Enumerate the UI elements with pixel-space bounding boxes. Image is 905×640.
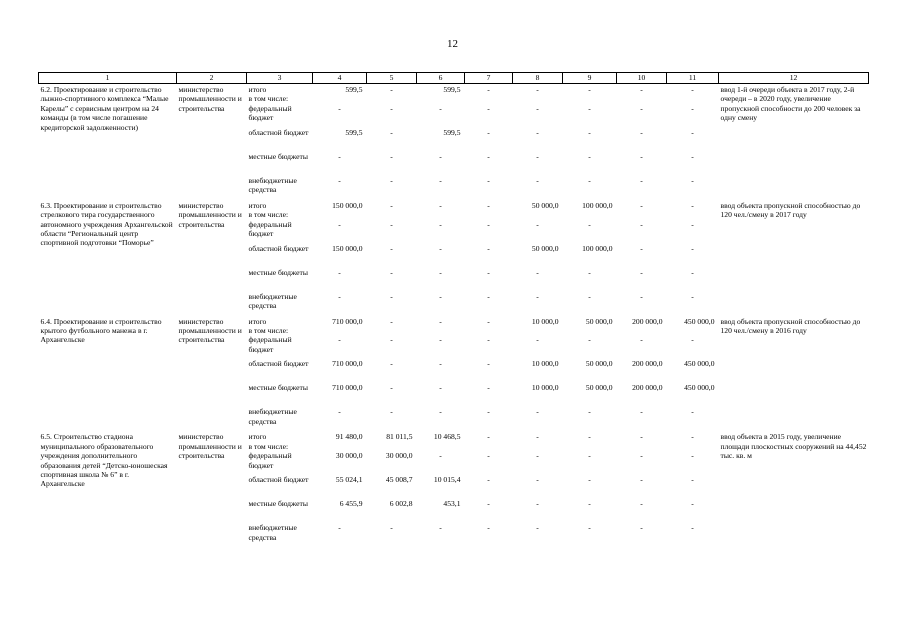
row-label-text: федеральный бюджет (248, 103, 292, 123)
row-label (247, 523, 313, 547)
program-table (38, 72, 869, 547)
row-label-text: внебюджетные средства (248, 523, 297, 542)
value-cell: 599,5 (443, 85, 461, 94)
value-cell: 710 000,0 (332, 316, 363, 326)
table-row (39, 200, 869, 220)
value-cell: 6 455,9 (339, 499, 363, 509)
value-cell: - (588, 291, 591, 301)
value-cell: - (640, 291, 643, 301)
value-cell: - (588, 127, 591, 137)
section-executor: министерство промышленности и строительства (178, 200, 242, 229)
value-cell: - (338, 219, 341, 229)
value-cell: - (536, 175, 539, 185)
value-cell: - (439, 243, 442, 253)
value-cell: - (390, 335, 393, 345)
header-cell: 2 (177, 73, 247, 84)
value-cell: - (536, 475, 539, 485)
value-cell: - (691, 499, 694, 509)
row-label (247, 292, 313, 316)
value-cell: - (439, 383, 442, 393)
value-cell: 30 000,0 (335, 451, 363, 461)
value-cell: - (691, 267, 694, 277)
row-label (247, 244, 313, 268)
value-cell: 50 000,0 (585, 316, 613, 326)
value-cell: - (487, 243, 490, 253)
value-cell: - (691, 432, 694, 442)
header-cell: 3 (247, 73, 313, 84)
row-label-text: областной бюджет (248, 243, 309, 253)
value-cell: - (338, 407, 341, 417)
value-cell: 10 468,5 (433, 432, 461, 442)
header-row (39, 73, 869, 84)
row-label-text: федеральный бюджет (248, 219, 292, 239)
value-cell: 55 024,1 (335, 475, 363, 485)
value-cell: - (390, 523, 393, 533)
value-cell: 100 000,0 (582, 243, 613, 253)
value-cell: - (487, 383, 490, 393)
value-cell: - (588, 267, 591, 277)
value-cell: - (691, 103, 694, 113)
row-label (247, 499, 313, 523)
value-cell: - (691, 151, 694, 161)
row-label-text: местные бюджеты (248, 267, 308, 277)
row-label-text: местные бюджеты (248, 151, 308, 161)
row-label (247, 359, 313, 383)
value-cell: - (487, 127, 490, 137)
value-cell: - (487, 523, 490, 533)
value-cell: 710 000,0 (332, 383, 363, 393)
value-cell: - (439, 523, 442, 533)
header-cell: 8 (513, 73, 563, 84)
section-name: 6.2. Проектирование и строительство лыжно-спортивного комплекса “Малые Карелы” с сервисным центром на 24 команды (в том числе погашение кредиторской задолженности) (40, 85, 169, 132)
value-cell: - (487, 200, 490, 210)
row-label-sub: в том числе: (248, 326, 289, 336)
value-cell: 81 011,5 (386, 432, 413, 442)
header-cell: 5 (367, 73, 417, 84)
value-cell: - (640, 85, 643, 94)
section-executor: министерство промышленности и строительства (178, 85, 242, 113)
value-cell: 50 000,0 (585, 383, 613, 393)
row-label (247, 383, 313, 407)
row-label-text: областной бюджет (248, 475, 309, 485)
value-cell: - (536, 499, 539, 509)
value-cell: 6 002,8 (389, 499, 413, 509)
value-cell: - (536, 335, 539, 345)
value-cell: - (487, 103, 490, 113)
value-cell: - (640, 219, 643, 229)
value-cell: - (588, 407, 591, 417)
value-cell: 50 000,0 (531, 200, 559, 210)
row-label-text: итого (248, 316, 267, 326)
row-label (247, 475, 313, 499)
value-cell: - (536, 291, 539, 301)
value-cell: 200 000,0 (632, 359, 663, 369)
value-cell: - (640, 103, 643, 113)
value-cell: - (487, 407, 490, 417)
value-cell: - (487, 151, 490, 161)
value-cell: - (390, 316, 393, 326)
value-cell: - (640, 499, 643, 509)
value-cell: - (338, 175, 341, 185)
value-cell: - (338, 523, 341, 533)
row-label-text: федеральный бюджет (248, 451, 292, 470)
value-cell: - (588, 523, 591, 533)
value-cell: - (390, 291, 393, 301)
header-cell: 6 (417, 73, 465, 84)
value-cell: - (640, 267, 643, 277)
value-cell: - (640, 151, 643, 161)
header-cell: 10 (617, 73, 667, 84)
section-result: ввод объекта пропускной способностью до 120 чел./смену в 2017 году (720, 200, 861, 220)
header-cell: 11 (667, 73, 719, 84)
value-cell: - (390, 103, 393, 113)
row-label (247, 128, 313, 152)
value-cell: 450 000,0 (684, 316, 715, 326)
row-label (247, 220, 313, 244)
value-cell: - (487, 175, 490, 185)
value-cell: - (439, 151, 442, 161)
row-label (247, 268, 313, 292)
value-cell: 450 000,0 (684, 383, 715, 393)
value-cell: - (390, 359, 393, 369)
header-cell: 1 (39, 73, 177, 84)
value-cell: - (390, 383, 393, 393)
value-cell: - (691, 200, 694, 210)
value-cell: - (390, 85, 393, 94)
value-cell: 200 000,0 (632, 316, 663, 326)
section-result: ввод объекта в 2015 году, увеличение площади плоскостных сооружений на 44,452 тыс. кв. м (720, 432, 867, 461)
row-label-sub: в том числе: (248, 210, 289, 220)
table-row (39, 84, 869, 104)
value-cell: - (536, 85, 539, 94)
value-cell: - (640, 127, 643, 137)
row-label-text: внебюджетные средства (248, 175, 297, 195)
header-cell: 9 (563, 73, 617, 84)
value-cell: - (338, 291, 341, 301)
value-cell: - (487, 432, 490, 442)
value-cell: - (439, 335, 442, 345)
row-label-text: федеральный бюджет (248, 335, 292, 354)
header-cell: 12 (719, 73, 869, 84)
value-cell: - (640, 475, 643, 485)
row-label-text: внебюджетные средства (248, 291, 297, 311)
value-cell: - (640, 175, 643, 185)
row-label (247, 200, 313, 220)
value-cell: 599,5 (345, 85, 363, 94)
value-cell: - (536, 407, 539, 417)
value-cell: 599,5 (443, 127, 461, 137)
value-cell: 453,1 (443, 499, 461, 509)
section-executor: министерство промышленности и строительства (178, 316, 242, 345)
value-cell: - (487, 291, 490, 301)
value-cell: - (487, 475, 490, 485)
value-cell: - (536, 451, 539, 461)
value-cell: - (691, 291, 694, 301)
value-cell: - (390, 151, 393, 161)
value-cell: - (588, 175, 591, 185)
value-cell: - (691, 243, 694, 253)
row-label-sub: в том числе: (248, 94, 289, 104)
value-cell: - (640, 335, 643, 345)
value-cell: - (390, 219, 393, 229)
row-label (247, 84, 313, 104)
value-cell: 30 000,0 (385, 451, 413, 461)
table-row (39, 431, 869, 451)
value-cell: - (390, 267, 393, 277)
section-result: ввод 1-й очереди объекта в 2017 году, 2-й очереди – в 2020 году, увеличение пропускной способности до 200 человек за одну смену (720, 85, 861, 123)
row-label-text: итого (248, 200, 267, 210)
value-cell: 450 000,0 (684, 359, 715, 369)
value-cell: 10 000,0 (531, 316, 559, 326)
value-cell: - (487, 499, 490, 509)
section-name: 6.4. Проектирование и строительство крытого футбольного манежа в г. Архангельске (40, 316, 162, 345)
value-cell: - (588, 335, 591, 345)
value-cell: - (439, 267, 442, 277)
row-label-text: местные бюджеты (248, 383, 308, 393)
value-cell: - (691, 175, 694, 185)
value-cell: - (588, 219, 591, 229)
value-cell: - (536, 103, 539, 113)
value-cell: - (536, 267, 539, 277)
value-cell: - (536, 151, 539, 161)
value-cell: 710 000,0 (332, 359, 363, 369)
value-cell: - (439, 407, 442, 417)
value-cell: 50 000,0 (531, 243, 559, 253)
row-label (247, 104, 313, 128)
value-cell: - (487, 85, 490, 94)
value-cell: - (640, 451, 643, 461)
value-cell: - (536, 432, 539, 442)
value-cell: - (439, 103, 442, 113)
value-cell: - (588, 499, 591, 509)
header-cell: 4 (313, 73, 367, 84)
value-cell: 45 008,7 (385, 475, 413, 485)
value-cell: - (691, 219, 694, 229)
value-cell: - (691, 523, 694, 533)
row-label-sub: в том числе: (248, 441, 289, 451)
value-cell: - (691, 85, 694, 94)
value-cell: 200 000,0 (632, 383, 663, 393)
value-cell: - (487, 335, 490, 345)
value-cell: - (640, 432, 643, 442)
section-name: 6.3. Проектирование и строительство стрелкового тира государственного автономного учреждения Архангельской области “Региональный центр спортивной подготовки “Поморье” (40, 200, 173, 248)
value-cell: 91 480,0 (335, 432, 363, 442)
value-cell: - (338, 151, 341, 161)
value-cell: - (390, 407, 393, 417)
value-cell: - (536, 219, 539, 229)
row-label-text: местные бюджеты (248, 499, 308, 509)
value-cell: - (439, 219, 442, 229)
value-cell: - (588, 85, 591, 94)
section-result: ввод объекта пропускной способностью до 120 чел./смену в 2016 году (720, 316, 861, 336)
value-cell: 10 000,0 (531, 383, 559, 393)
value-cell: - (487, 219, 490, 229)
value-cell: - (588, 151, 591, 161)
row-label (247, 316, 313, 336)
value-cell: - (536, 523, 539, 533)
value-cell: - (338, 103, 341, 113)
value-cell: - (439, 175, 442, 185)
value-cell: 599,5 (345, 127, 363, 137)
value-cell: 10 000,0 (531, 359, 559, 369)
row-label (247, 152, 313, 176)
value-cell: - (390, 243, 393, 253)
row-label (247, 407, 313, 431)
value-cell: - (691, 475, 694, 485)
row-label (247, 176, 313, 200)
value-cell: - (338, 335, 341, 345)
row-label-text: внебюджетные средства (248, 407, 297, 426)
value-cell: - (439, 316, 442, 326)
value-cell: - (487, 267, 490, 277)
value-cell: - (691, 127, 694, 137)
value-cell: - (338, 267, 341, 277)
value-cell: - (640, 200, 643, 210)
value-cell: - (536, 127, 539, 137)
value-cell: - (487, 359, 490, 369)
value-cell: - (691, 407, 694, 417)
header-cell: 7 (465, 73, 513, 84)
value-cell: - (640, 407, 643, 417)
value-cell: 150 000,0 (332, 243, 363, 253)
row-label-text: итого (248, 85, 267, 94)
value-cell: - (588, 475, 591, 485)
value-cell: - (390, 175, 393, 185)
value-cell: - (487, 316, 490, 326)
value-cell: - (439, 200, 442, 210)
section-executor: министерство промышленности и строительства (178, 432, 242, 461)
table-row (39, 316, 869, 336)
value-cell: - (640, 523, 643, 533)
row-label (247, 335, 313, 359)
value-cell: - (439, 359, 442, 369)
value-cell: - (588, 103, 591, 113)
value-cell: - (691, 451, 694, 461)
value-cell: - (439, 451, 442, 461)
value-cell: - (588, 432, 591, 442)
row-label-text: областной бюджет (248, 127, 309, 137)
value-cell: 10 015,4 (433, 475, 461, 485)
value-cell: - (390, 200, 393, 210)
row-label-text: итого (248, 432, 267, 442)
value-cell: - (390, 127, 393, 137)
section-name: 6.5. Строительство стадиона муниципального образовательного учреждения дополнительного образования детей “Детско-юношеская спортивная школа № 6” в г. Архангельске (40, 432, 168, 489)
row-label-text: областной бюджет (248, 359, 309, 369)
value-cell: 50 000,0 (585, 359, 613, 369)
value-cell: - (588, 451, 591, 461)
value-cell: 100 000,0 (582, 200, 613, 210)
page-number: 12 (447, 38, 458, 50)
value-cell: - (640, 243, 643, 253)
value-cell: 150 000,0 (332, 200, 363, 210)
value-cell: - (439, 291, 442, 301)
row-label (247, 431, 313, 451)
value-cell: - (487, 451, 490, 461)
value-cell: - (691, 335, 694, 345)
row-label (247, 451, 313, 475)
